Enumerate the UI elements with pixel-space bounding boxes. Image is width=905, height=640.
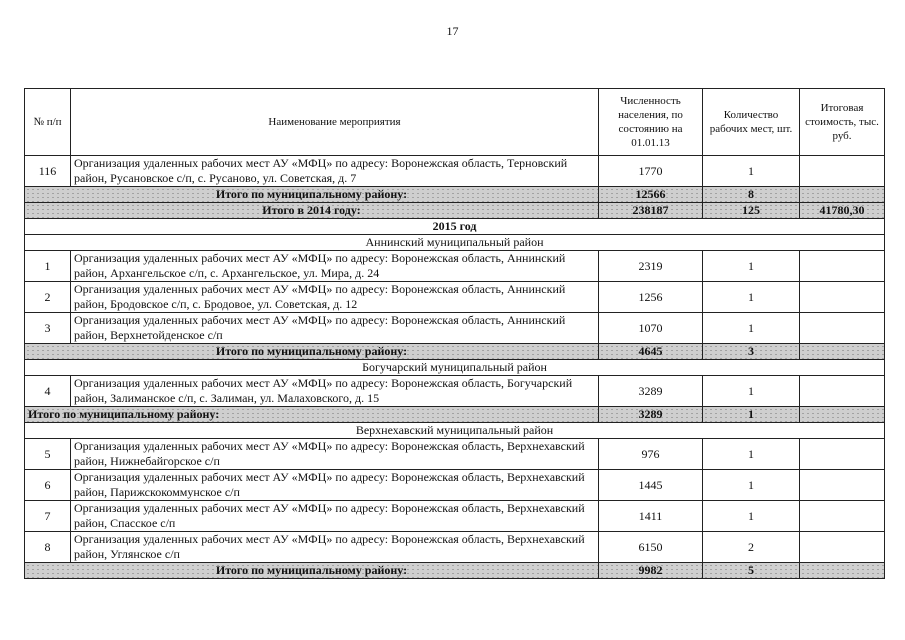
row-number: 6 bbox=[25, 470, 71, 501]
population-value: 1445 bbox=[599, 470, 703, 501]
measure-name: Организация удаленных рабочих мест АУ «МФЦ» по адресу: Воронежская область, Терновский район, Русановское с/п, с. Русаново, ул. Советская, д. 7 bbox=[71, 156, 599, 187]
workplaces-value: 1 bbox=[703, 313, 800, 344]
district-row bbox=[25, 423, 885, 439]
table-row bbox=[25, 439, 885, 470]
district-label: Верхнехавский муниципальный район bbox=[25, 423, 885, 439]
total-population: 9982 bbox=[599, 563, 703, 579]
measure-name: Организация удаленных рабочих мест АУ «МФЦ» по адресу: Воронежская область, Верхнехавский район, Спасское с/п bbox=[71, 501, 599, 532]
cost-value bbox=[800, 501, 885, 532]
header-num: № п/п bbox=[25, 89, 71, 156]
measure-name: Организация удаленных рабочих мест АУ «МФЦ» по адресу: Воронежская область, Богучарский район, Залиманское с/п, с. Залиман, ул. Малаховского, д. 15 bbox=[71, 376, 599, 407]
measure-name: Организация удаленных рабочих мест АУ «МФЦ» по адресу: Воронежская область, Аннинский район, Архангельское с/п, с. Архангельское, ул. Мира, д. 24 bbox=[71, 251, 599, 282]
total-population: 12566 bbox=[599, 187, 703, 203]
total-row bbox=[25, 187, 885, 203]
population-value: 976 bbox=[599, 439, 703, 470]
cost-value bbox=[800, 156, 885, 187]
measure-name: Организация удаленных рабочих мест АУ «МФЦ» по адресу: Воронежская область, Аннинский район, Верхнетойденское с/п bbox=[71, 313, 599, 344]
cost-value bbox=[800, 470, 885, 501]
total-row bbox=[25, 563, 885, 579]
workplaces-value: 1 bbox=[703, 501, 800, 532]
year-row bbox=[25, 219, 885, 235]
cost-value bbox=[800, 282, 885, 313]
total-label: Итого по муниципальному району: bbox=[25, 187, 599, 203]
table-row bbox=[25, 282, 885, 313]
total-workplaces: 125 bbox=[703, 203, 800, 219]
workplaces-value: 1 bbox=[703, 251, 800, 282]
cost-value bbox=[800, 251, 885, 282]
header-name: Наименование мероприятия bbox=[71, 89, 599, 156]
workplaces-value: 2 bbox=[703, 532, 800, 563]
row-number: 3 bbox=[25, 313, 71, 344]
total-population: 4645 bbox=[599, 344, 703, 360]
total-cost bbox=[800, 344, 885, 360]
header-cost: Итоговая стоимость, тыс. руб. bbox=[800, 89, 885, 156]
district-label: Аннинский муниципальный район bbox=[25, 235, 885, 251]
year-label: 2015 год bbox=[25, 219, 885, 235]
table-row bbox=[25, 376, 885, 407]
total-population: 238187 bbox=[599, 203, 703, 219]
total-label: Итого по муниципальному району: bbox=[25, 407, 599, 423]
measure-name: Организация удаленных рабочих мест АУ «МФЦ» по адресу: Воронежская область, Аннинский район, Бродовское с/п, с. Бродовое, ул. Советская, д. 12 bbox=[71, 282, 599, 313]
population-value: 1411 bbox=[599, 501, 703, 532]
table-row bbox=[25, 532, 885, 563]
row-number: 2 bbox=[25, 282, 71, 313]
row-number: 7 bbox=[25, 501, 71, 532]
table-row bbox=[25, 470, 885, 501]
workplaces-value: 1 bbox=[703, 439, 800, 470]
population-value: 1256 bbox=[599, 282, 703, 313]
table-row bbox=[25, 501, 885, 532]
total-label: Итого по муниципальному району: bbox=[25, 344, 599, 360]
total-workplaces: 8 bbox=[703, 187, 800, 203]
workplaces-value: 1 bbox=[703, 156, 800, 187]
table-row bbox=[25, 156, 885, 187]
measure-name: Организация удаленных рабочих мест АУ «МФЦ» по адресу: Воронежская область, Верхнехавский район, Парижскокоммунское с/п bbox=[71, 470, 599, 501]
district-row bbox=[25, 235, 885, 251]
row-number: 1 bbox=[25, 251, 71, 282]
row-number: 4 bbox=[25, 376, 71, 407]
measure-name: Организация удаленных рабочих мест АУ «МФЦ» по адресу: Воронежская область, Верхнехавский район, Углянское с/п bbox=[71, 532, 599, 563]
page-number: 17 bbox=[446, 24, 459, 38]
district-label: Богучарский муниципальный район bbox=[25, 360, 885, 376]
total-cost bbox=[800, 563, 885, 579]
total-label: Итого по муниципальному району: bbox=[25, 563, 599, 579]
population-value: 3289 bbox=[599, 376, 703, 407]
header-row bbox=[25, 89, 885, 156]
total-population: 3289 bbox=[599, 407, 703, 423]
total-workplaces: 5 bbox=[703, 563, 800, 579]
row-number: 5 bbox=[25, 439, 71, 470]
header-workplaces: Количество рабочих мест, шт. bbox=[703, 89, 800, 156]
table-row bbox=[25, 251, 885, 282]
population-value: 6150 bbox=[599, 532, 703, 563]
measure-name: Организация удаленных рабочих мест АУ «МФЦ» по адресу: Воронежская область, Верхнехавский район, Нижнебайгорское с/п bbox=[71, 439, 599, 470]
cost-value bbox=[800, 313, 885, 344]
header-population: Численность населения, по состоянию на 01.01.13 bbox=[599, 89, 703, 156]
row-number: 116 bbox=[25, 156, 71, 187]
workplaces-value: 1 bbox=[703, 376, 800, 407]
cost-value bbox=[800, 376, 885, 407]
population-value: 1070 bbox=[599, 313, 703, 344]
measures-table bbox=[24, 88, 885, 579]
total-workplaces: 3 bbox=[703, 344, 800, 360]
total-workplaces: 1 bbox=[703, 407, 800, 423]
total-cost bbox=[800, 187, 885, 203]
total-cost: 41780,30 bbox=[800, 203, 885, 219]
population-value: 1770 bbox=[599, 156, 703, 187]
total-row bbox=[25, 203, 885, 219]
workplaces-value: 1 bbox=[703, 282, 800, 313]
row-number: 8 bbox=[25, 532, 71, 563]
total-row bbox=[25, 407, 885, 423]
table-header bbox=[25, 89, 885, 156]
workplaces-value: 1 bbox=[703, 470, 800, 501]
cost-value bbox=[800, 532, 885, 563]
table-body bbox=[25, 156, 885, 579]
cost-value bbox=[800, 439, 885, 470]
population-value: 2319 bbox=[599, 251, 703, 282]
total-label: Итого в 2014 году: bbox=[25, 203, 599, 219]
table-row bbox=[25, 313, 885, 344]
total-row bbox=[25, 344, 885, 360]
total-cost bbox=[800, 407, 885, 423]
district-row bbox=[25, 360, 885, 376]
